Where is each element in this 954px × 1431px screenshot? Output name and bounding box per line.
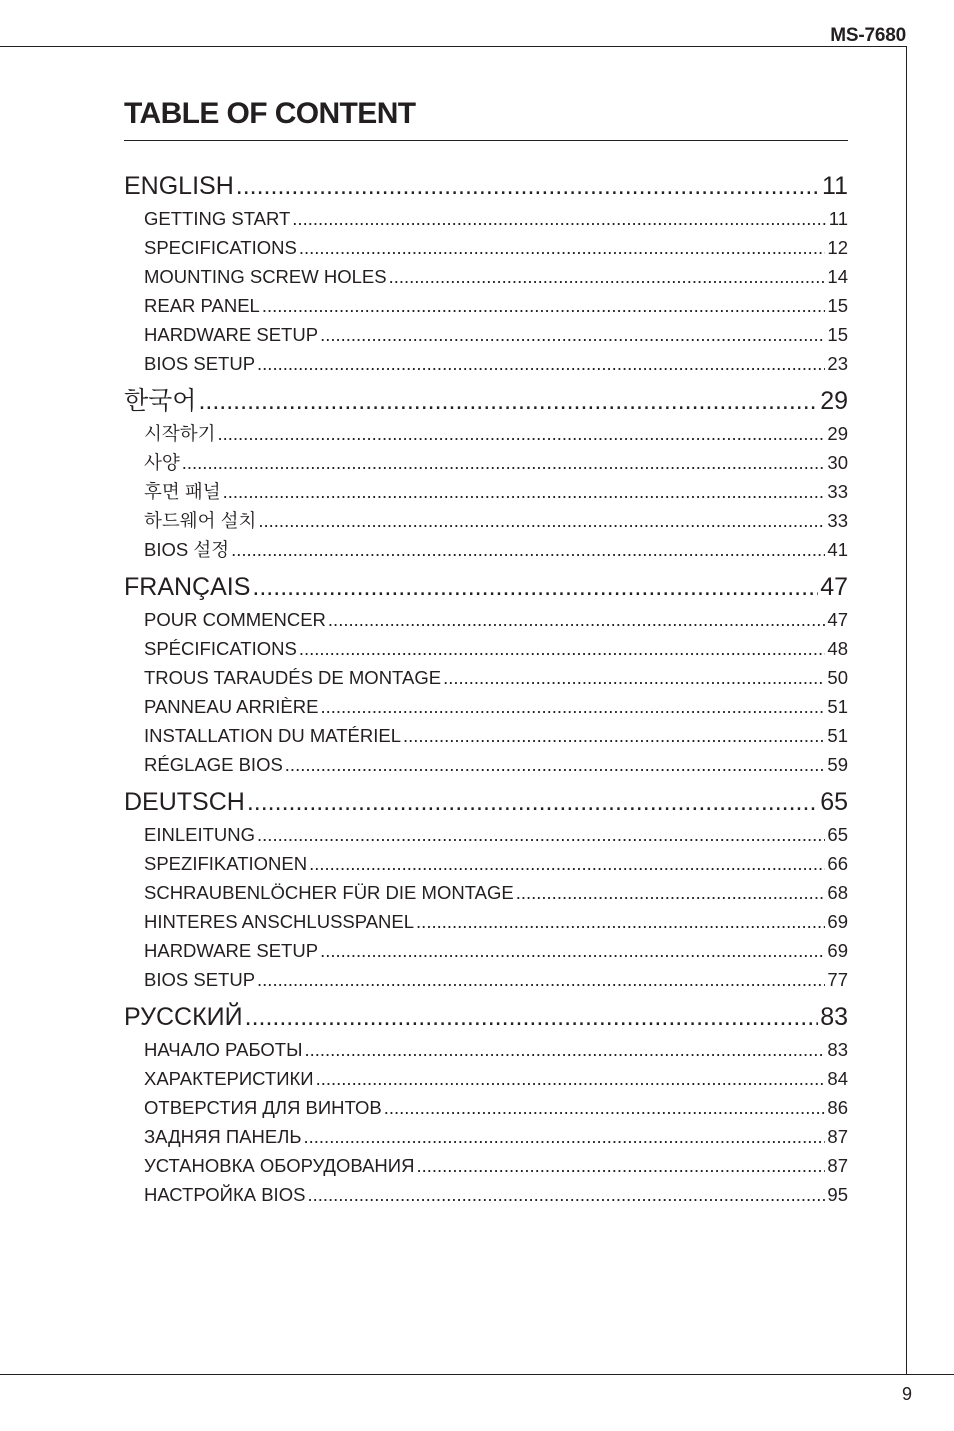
toc-section [124,570,848,779]
toc-entry-label: HARDWARE SETUP [144,940,319,961]
toc-chapter-page: 65 [820,788,848,816]
dot-leader [299,634,826,663]
toc-entry[interactable] [124,204,848,233]
dot-leader [320,692,825,721]
margin-rule [906,46,907,1375]
dot-leader [307,1180,825,1209]
toc-chapter[interactable] [124,169,848,204]
toc-entry-page: 23 [827,353,848,374]
toc-entry[interactable] [124,506,848,535]
dot-leader [516,878,826,907]
toc-entry[interactable] [124,721,848,750]
toc-entry-label: BIOS SETUP [144,969,256,990]
toc-entry-label: SPECIFICATIONS [144,237,297,258]
toc-entry-label: PANNEAU ARRIÈRE [144,696,319,717]
dot-leader [231,535,825,564]
toc-entry-page: 77 [827,969,848,990]
page-title: TABLE OF CONTENT [124,97,416,130]
toc-section [124,384,848,564]
toc-entry-label: BIOS 설정 [144,539,230,560]
toc-entry-label: УСТАНОВКА ОБОРУДОВАНИЯ [144,1155,415,1176]
dot-leader [245,1000,819,1035]
dot-leader [384,1093,826,1122]
toc-entry-page: 14 [827,266,848,287]
toc-entry[interactable] [124,820,848,849]
toc-entry[interactable] [124,1093,848,1122]
toc-entry-label: HINTERES ANSCHLUSSPANEL [144,911,415,932]
toc-entry[interactable] [124,907,848,936]
toc-entry[interactable] [124,936,848,965]
toc-entry[interactable] [124,262,848,291]
toc-chapter[interactable] [124,785,848,820]
toc-entry-page: 87 [827,1126,848,1147]
page-number: 9 [901,1384,912,1404]
toc-entry[interactable] [124,605,848,634]
toc-entry[interactable] [124,291,848,320]
toc-entry[interactable] [124,965,848,994]
toc-entry-label: SPEZIFIKATIONEN [144,853,308,874]
table-of-contents [124,169,848,1215]
toc-chapter-label: DEUTSCH [124,788,245,816]
toc-entry[interactable] [124,692,848,721]
footer-rule [0,1374,954,1375]
toc-entry-label: RÉGLAGE BIOS [144,754,283,775]
toc-entry-label: ЗАДНЯЯ ПАНЕЛЬ [144,1126,302,1147]
dot-leader [257,349,825,378]
toc-chapter-label: 한국어 [124,387,197,415]
toc-entry-label: MOUNTING SCREW HOLES [144,266,387,287]
dot-leader [416,907,825,936]
toc-entry-page: 47 [827,609,848,630]
toc-entry-page: 29 [827,423,848,444]
toc-entry-page: 30 [827,452,848,473]
toc-section [124,785,848,994]
toc-entry-label: GETTING START [144,208,291,229]
model-number: MS-7680 [830,25,906,46]
dot-leader [292,204,826,233]
toc-entry-label: TROUS TARAUDÉS DE MONTAGE [144,667,442,688]
toc-entry-page: 66 [827,853,848,874]
toc-entry[interactable] [124,535,848,564]
toc-entry[interactable] [124,233,848,262]
toc-entry[interactable] [124,419,848,448]
toc-entry-page: 51 [827,696,848,717]
title-underline [124,140,848,141]
toc-chapter[interactable] [124,1000,848,1035]
toc-entry[interactable] [124,1064,848,1093]
toc-entry[interactable] [124,1180,848,1209]
toc-section [124,1000,848,1209]
toc-entry[interactable] [124,477,848,506]
dot-leader [252,570,818,605]
toc-chapter-page: 47 [820,573,848,601]
dot-leader [198,384,818,419]
toc-entry[interactable] [124,849,848,878]
dot-leader [258,506,825,535]
toc-entry-label: HARDWARE SETUP [144,324,319,345]
toc-entry-page: 69 [827,940,848,961]
toc-entry-label: REAR PANEL [144,295,260,316]
toc-entry[interactable] [124,634,848,663]
toc-entry[interactable] [124,878,848,907]
toc-entry[interactable] [124,448,848,477]
toc-entry-page: 48 [827,638,848,659]
toc-entry-label: SPÉCIFICATIONS [144,638,297,659]
dot-leader [182,448,826,477]
dot-leader [223,477,826,506]
toc-entry-page: 83 [827,1039,848,1060]
toc-chapter[interactable] [124,384,848,419]
header-rule [0,46,907,47]
toc-entry[interactable] [124,1122,848,1151]
dot-leader [320,320,825,349]
toc-entry-label: 사양 [144,452,180,473]
toc-entry-label: НАСТРОЙКА BIOS [144,1184,306,1205]
dot-leader [236,169,820,204]
toc-chapter-page: 83 [820,1003,848,1031]
toc-entry-page: 84 [827,1068,848,1089]
dot-leader [443,663,825,692]
toc-entry-page: 86 [827,1097,848,1118]
toc-entry-label: 후면 패널 [144,481,221,502]
toc-entry[interactable] [124,1151,848,1180]
toc-entry[interactable] [124,1035,848,1064]
toc-entry-label: ХАРАКТЕРИСТИКИ [144,1068,314,1089]
toc-entry-page: 65 [827,824,848,845]
dot-leader [304,1122,826,1151]
dot-leader [304,1035,825,1064]
dot-leader [403,721,825,750]
dot-leader [328,605,826,634]
dot-leader [217,419,825,448]
toc-entry-page: 15 [827,295,848,316]
toc-entry-page: 15 [827,324,848,345]
toc-chapter-label: ENGLISH [124,172,234,200]
toc-chapter-label: РУССКИЙ [124,1003,243,1031]
toc-entry-page: 33 [827,481,848,502]
toc-entry-label: EINLEITUNG [144,824,256,845]
dot-leader [309,849,825,878]
toc-entry-page: 87 [827,1155,848,1176]
toc-entry[interactable] [124,663,848,692]
toc-entry-page: 33 [827,510,848,531]
toc-entry-page: 95 [827,1184,848,1205]
dot-leader [262,291,826,320]
toc-chapter-label: FRANÇAIS [124,573,251,601]
toc-entry-page: 50 [827,667,848,688]
toc-entry-page: 51 [827,725,848,746]
toc-entry-label: BIOS SETUP [144,353,256,374]
toc-entry-page: 11 [828,208,848,229]
dot-leader [299,233,826,262]
dot-leader [416,1151,825,1180]
toc-entry-label: ОТВЕРСТИЯ ДЛЯ ВИНТОВ [144,1097,382,1118]
toc-entry[interactable] [124,320,848,349]
toc-entry-label: 시작하기 [144,423,216,444]
toc-entry-label: INSTALLATION DU MATÉRIEL [144,725,401,746]
dot-leader [257,965,825,994]
toc-chapter-page: 29 [820,387,848,415]
dot-leader [316,1064,826,1093]
toc-entry-page: 12 [827,237,848,258]
toc-entry-label: 하드웨어 설치 [144,510,257,531]
toc-entry-page: 59 [827,754,848,775]
toc-entry-label: POUR COMMENCER [144,609,326,630]
toc-entry-page: 69 [827,911,848,932]
toc-entry-page: 68 [827,882,848,903]
toc-entry-page: 41 [827,539,848,560]
toc-entry[interactable] [124,750,848,779]
toc-section [124,169,848,378]
toc-chapter-page: 11 [822,172,848,200]
dot-leader [257,820,825,849]
toc-chapter[interactable] [124,570,848,605]
dot-leader [320,936,825,965]
dot-leader [247,785,818,820]
toc-entry-label: НАЧАЛО РАБОТЫ [144,1039,303,1060]
dot-leader [389,262,826,291]
dot-leader [285,750,826,779]
toc-entry[interactable] [124,349,848,378]
toc-entry-label: SCHRAUBENLÖCHER FÜR DIE MONTAGE [144,882,514,903]
